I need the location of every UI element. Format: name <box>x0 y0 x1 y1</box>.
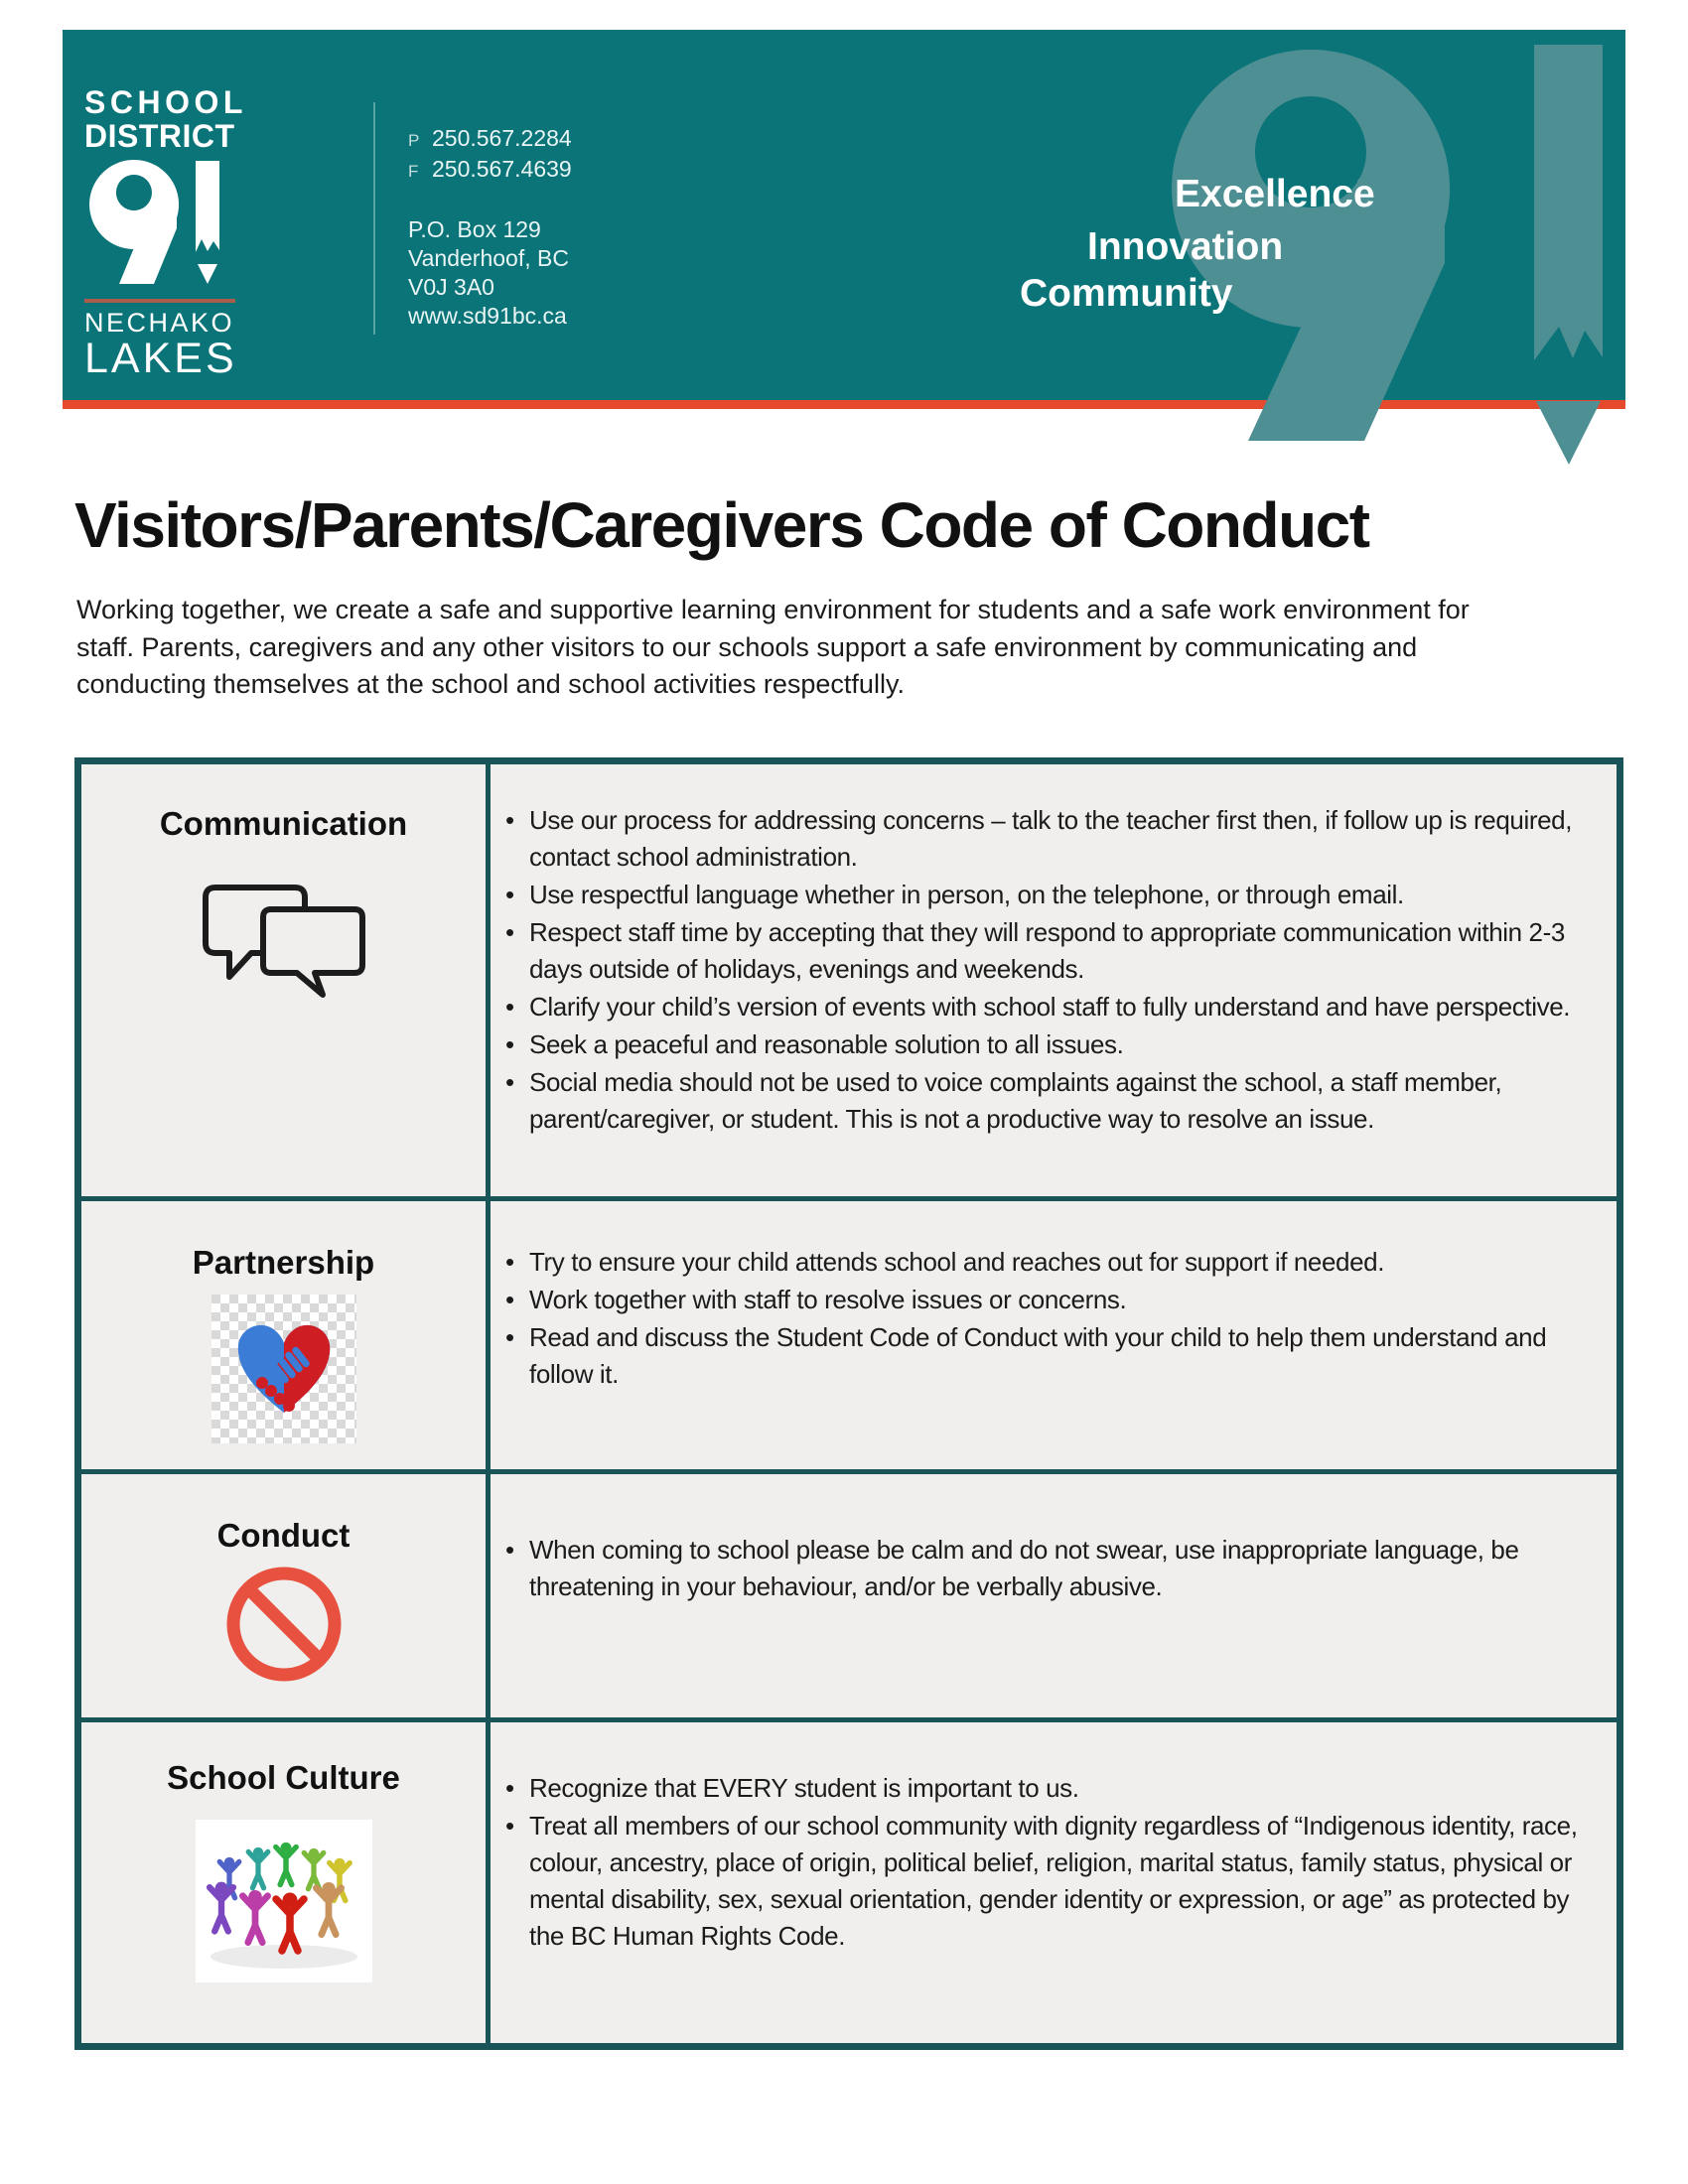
bullet-item: • Seek a peaceful and reasonable solution to all issues. <box>500 1026 1599 1063</box>
row-header-cell <box>81 764 491 1196</box>
row-header-cell <box>81 1722 491 2043</box>
transparency-checkerboard <box>211 1295 356 1443</box>
bullet-list <box>500 1770 1599 1955</box>
bullet-item: • When coming to school please be calm and do not swear, use inappropriate language, be threatening in your behaviour, and/or be verbally abusive. <box>500 1532 1599 1605</box>
district-logo <box>84 84 247 382</box>
phone-number: 250.567.2284 <box>432 125 572 151</box>
row-heading: Partnership <box>192 1244 375 1281</box>
fax-label: F <box>408 162 419 181</box>
contact-block <box>408 124 572 331</box>
row-icon <box>196 1820 372 1982</box>
row-icon <box>221 1562 347 1687</box>
row-heading: School Culture <box>167 1759 400 1796</box>
bullet-item: • Recognize that EVERY student is important to us. <box>500 1770 1599 1807</box>
logo-region-nechako: NECHAKO <box>84 308 235 338</box>
bullet-item: • Use our process for addressing concerns – talk to the teacher first then, if follow up is required, contact school administration. <box>500 802 1599 876</box>
logo-divider <box>84 299 235 303</box>
address-po-box: P.O. Box 129 <box>408 216 541 242</box>
row-heading: Conduct <box>216 1517 351 1554</box>
speech-bubbles-icon <box>200 884 368 1005</box>
logo-region-lakes: LAKES <box>84 335 237 382</box>
table-row-partnership <box>81 1196 1617 1469</box>
bullet-item: • Clarify your child’s version of events with school staff to fully understand and have perspective. <box>500 989 1599 1025</box>
row-content-cell <box>491 1474 1617 1717</box>
table-row-communication <box>81 764 1617 1196</box>
bullet-list <box>500 802 1599 1138</box>
row-icon <box>211 1295 356 1443</box>
motto-line-community: Community <box>1020 272 1233 315</box>
logo-school-label: SCHOOL <box>84 84 247 120</box>
website-link[interactable]: www.sd91bc.ca <box>408 303 567 329</box>
fax-number: 250.567.4639 <box>432 156 572 182</box>
address-block <box>408 215 572 331</box>
bullet-item: • Work together with staff to resolve issues or concerns. <box>500 1282 1599 1318</box>
phone-row <box>408 124 572 155</box>
sd91-pencil-9-icon <box>84 159 238 292</box>
phone-label: P <box>408 131 420 150</box>
handshake-heart-icon <box>228 1313 340 1425</box>
motto-line-innovation: Innovation <box>1087 225 1284 268</box>
address-city: Vanderhoof, BC <box>408 245 569 271</box>
bullet-item: • Respect staff time by accepting that they will respond to appropriate communication within 2-3 days outside of holidays, evenings and weekends. <box>500 914 1599 988</box>
intro-paragraph: Working together, we create a safe and supportive learning environment for students and a safe work environment for staff. Parents, caregivers and any other visitors to our schools support a safe environment by communicating and conducting themselves at the school and school activities respectfully. <box>76 595 1470 699</box>
prohibition-icon <box>221 1562 347 1687</box>
motto-line-excellence: Excellence <box>1175 173 1375 215</box>
bullet-item: • Read and discuss the Student Code of Conduct with your child to help them understand and follow it. <box>500 1319 1599 1393</box>
page-title: Visitors/Parents/Caregivers Code of Conduct <box>74 489 1369 561</box>
row-content-cell <box>491 1722 1617 2043</box>
bullet-item: • Use respectful language whether in person, on the telephone, or through email. <box>500 877 1599 913</box>
header-vertical-divider <box>373 102 375 335</box>
row-content-cell <box>491 764 1617 1196</box>
bullet-list <box>500 1532 1599 1605</box>
row-header-cell <box>81 1201 491 1469</box>
bullet-item: • Try to ensure your child attends school and reaches out for support if needed. <box>500 1244 1599 1281</box>
bullet-list <box>500 1244 1599 1393</box>
table-row-school-culture <box>81 1717 1617 2043</box>
clipart-image-frame <box>196 1820 372 1982</box>
logo-district-label: DISTRICT <box>84 118 235 154</box>
table-row-conduct <box>81 1469 1617 1717</box>
fax-row <box>408 155 572 186</box>
bullet-item: • Social media should not be used to voice complaints against the school, a staff member, parent/caregiver, or student. This is not a productive way to resolve an issue. <box>500 1064 1599 1138</box>
row-header-cell <box>81 1474 491 1717</box>
code-of-conduct-table <box>74 757 1623 2050</box>
row-content-cell <box>491 1201 1617 1469</box>
bullet-item: • Treat all members of our school community with dignity regardless of “Indigenous identity, race, colour, ancestry, place of origin, political belief, religion, marital status, family status, physical or mental disability, sex, sexual orientation, gender identity or expression, or age” as protected by the BC Human Rights Code. <box>500 1808 1599 1955</box>
address-postal-code: V0J 3A0 <box>408 274 494 300</box>
header-banner <box>63 30 1625 409</box>
celebrating-people-icon <box>196 1820 372 1982</box>
row-icon <box>200 884 368 1005</box>
row-heading: Communication <box>159 805 408 842</box>
